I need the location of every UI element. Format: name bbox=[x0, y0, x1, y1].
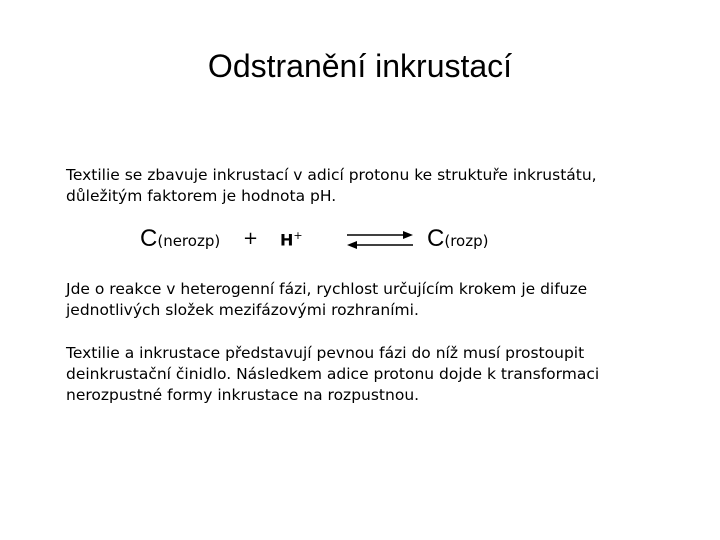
slide-title: Odstranění inkrustací bbox=[207, 48, 513, 84]
proton bbox=[280, 229, 303, 249]
proton-charge: + bbox=[293, 229, 303, 242]
product-symbol: C bbox=[427, 225, 445, 252]
reaction-equation bbox=[0, 224, 720, 260]
product-state: (rozp) bbox=[444, 232, 489, 250]
paragraph-intro: Textilie se zbavuje inkrustací v adicí protonu ke struktuře inkrustátu, důležitým faktorem je hodnota pH. bbox=[66, 166, 597, 205]
reactant-state: (nerozp) bbox=[157, 232, 221, 250]
product bbox=[427, 224, 488, 256]
equilibrium-arrows-icon bbox=[345, 227, 415, 255]
paragraph-kinetics: Jde o reakce v heterogenní fázi, rychlost určujícím krokem je difuze jednotlivých složek mezifázovými rozhraními. bbox=[66, 280, 588, 319]
reactant-symbol: C bbox=[140, 225, 158, 252]
proton-symbol: H bbox=[280, 230, 294, 250]
plus-sign: + bbox=[243, 228, 259, 249]
reactant bbox=[140, 224, 220, 256]
paragraph-mechanism: Textilie a inkrustace představují pevnou fázi do níž musí prostoupit deinkrustační činidlo. Následkem adice protonu dojde k transformaci nerozpustné formy inkrustace na rozpustnou. bbox=[66, 344, 600, 404]
